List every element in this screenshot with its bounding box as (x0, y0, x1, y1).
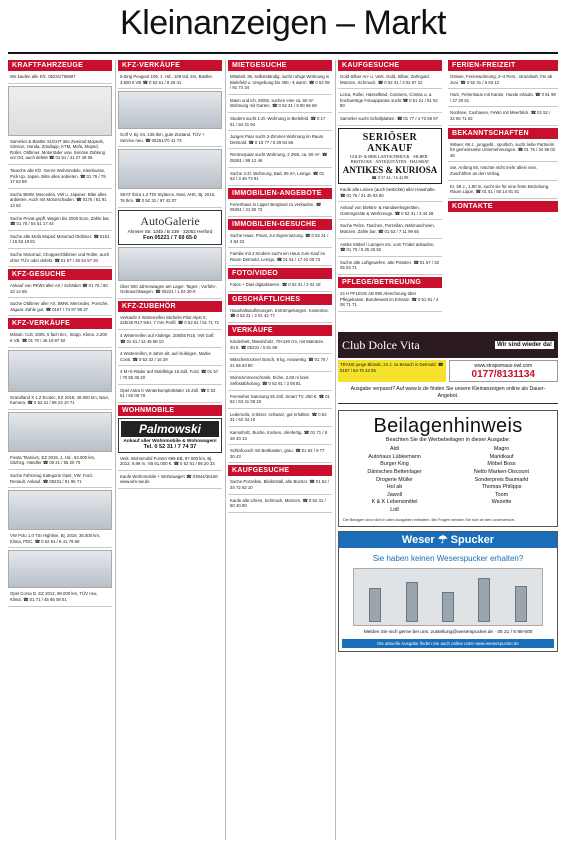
beilage-item: Autohaus Lübkemann (368, 453, 421, 460)
autogalerie-phone: Fon 05221 / 7 69 65-0 (143, 234, 197, 241)
ad-listing[interactable]: Verkaufe 4 Winterreifen Michelin Pilot Alpin 5, 225/45 R17 94H, 7 mm Profil. ☎ 0 52 61 / 61 71 71 (118, 314, 222, 330)
ad-listing[interactable]: Opel Astra K Winterkompletträder 16 Zoll. ☎ 0 52 61 / 60 05 79 (118, 387, 222, 403)
palmowski-ad[interactable] (118, 418, 222, 453)
ad-listing[interactable]: Fotos + Dias digitalisieren. ☎ 0 52 31 / 3 02 18 (228, 281, 332, 292)
beilage-item (450, 507, 553, 515)
ad-listing[interactable]: Mittelalt. 36, selbstständig, sucht ruhige Wohnung in Bielefeld u. Umgebung bis 450,- € warm. ☎ 0 52 08 / 91 74 34 (228, 73, 332, 95)
ankauf-title: SERIÖSER ANKAUF (362, 131, 418, 154)
beilagen-title: Beilagenhinweis (373, 415, 523, 438)
beilage-item: Drogerie Müller (376, 476, 413, 483)
ad-listing[interactable]: Haushaltsauflösungen, Entrümpelungen. Kostenlos. ☎ 0 52 31 / 2 01 42 77 (228, 307, 332, 323)
section-header-pflege-betreuung: PFLEGE/BETREUUNG (338, 277, 442, 288)
section-header-bekanntschaften: BEKANNTSCHAFTEN (448, 128, 558, 139)
ad-listing[interactable]: 5-türig Peugeot 106, 1. Hd., 109 tsd. km, Bastler. 3.500 € VB ☎ 0 52 61 / 8 26 41 (118, 73, 222, 89)
ad-listing[interactable]: 4 Winterreifen auf Alufelge, 205/55 R16, VW Golf. ☎ 01 51 / 12 45 98 10 (118, 332, 222, 348)
section-header-immobilien-angebote: IMMOBILIEN-ANGEBOTE (228, 188, 332, 199)
ad-listing[interactable]: Suche Haus, Privat, zur Eigennutzung. ☎ 0 52 31 / 4 84 22 (228, 232, 332, 248)
ad-listing[interactable]: Schlafcouch mit Bettkasten, grau. ☎ 01 62 / 9 77 30 43 (228, 447, 332, 463)
ankauf-phone: ☎ 0 57 44 / 16 42 88 (371, 174, 409, 180)
section-header-mietgesuche: MIETGESUCHE (228, 60, 332, 71)
section-header-geschaeftliches: GESCHÄFTLICHES (228, 294, 332, 305)
beilage-item: Burger King (380, 461, 409, 468)
beilage-item: Wezette (491, 499, 512, 506)
section-header-kfz-gesuche: KFZ-GESUCHE (8, 269, 112, 280)
section-header-kfz-verkaeufe: KFZ-VERKÄUFE (118, 60, 222, 71)
ad-listing[interactable]: Fiesta Titanium, EZ 2015, 1. Hd., 63.000 km, Sitzhzg. Händler ☎ 05 21 / 55 20 70 (8, 454, 112, 470)
weserspucker-contact: Melden Sie sich gerne bei uns: zustellung@weserspucker.de · 05 21 / 5 86-600 (363, 630, 533, 636)
ad-listing[interactable]: SEAT Ibiza 1.2 TDI Stylance, Navi, AHK, Bj. 2016, 76 tkm. ☎ 0 52 31 / 97 42 07 (118, 191, 222, 207)
ad-listing[interactable]: Junges Paar sucht 3-Zimmer-Wohnung im Raum Detmold. ☎ 0 15 77 / 6 29 84 56 (228, 133, 332, 149)
weserspucker-question: Sie haben keinen Weserspucker erhalten? (372, 554, 524, 564)
beilage-item: Aldi (390, 446, 399, 453)
car-photo (8, 550, 112, 588)
beilage-item: Hol ab (386, 484, 403, 491)
trans-contact-ad[interactable]: TRANS junge Blonde, 24 J. zu Besuch in Detmold. ☎ 0157 / 64 70 42 05 (338, 360, 446, 382)
online-notice: Ausgabe verpasst? Auf www.lz.de finden Sie unsere Kleinanzeigen online als Dauer-Angebot. (338, 382, 558, 404)
column-1 (8, 60, 112, 840)
ad-listing[interactable]: Mann und ich, 60/55, suchen eine ca. 60 m² Wohnung mit Garten. ☎ 0 52 31 / 9 80 66 68 (228, 97, 332, 113)
beilage-item: Lidl (390, 506, 399, 513)
page-title: Kleinanzeigen – Markt (120, 4, 446, 42)
ad-listing[interactable]: Verk. Wohnmobil Forster 699 EB, 97.000 km, Bj. 2013, 6,99 m. VB 61.000 €. ☎ 0 52 61 / 86 20 33 (118, 455, 222, 471)
ad-listing[interactable]: Er, 58 J., 1,80 m, sucht sie für eine feste Beziehung. Raum Lippe. ☎ 01 51 / 50 14 91 81 (448, 183, 558, 199)
club-name: Club Dolce Vita (342, 337, 420, 352)
ad-listing[interactable]: Kaufe alte Uhren, Schmuck, Münzen. ☎ 0 52 31 / 50 40 80 (228, 497, 332, 513)
moped-photo (8, 86, 112, 136)
ad-listing[interactable]: Grandland X 1.2 Ecotec, EZ 2018, 48.000 km, Navi, Kamera. ☎ 0 52 31 / 96 23 10 71 (8, 394, 112, 410)
ad-listing[interactable]: Nordsee, Cuxhaven, FeWo mit Meerblick. ☎ 01 52 / 34 66 71 02 (448, 109, 558, 125)
strapsmaus-ad[interactable] (449, 360, 559, 382)
beilage-item: Sonderpreis Baumarkt (474, 476, 529, 483)
ankauf-headline: ANTIKES & KURIOSA (342, 164, 438, 175)
autogalerie-logo: AutoGalerie (140, 213, 200, 228)
beilagen-subtitle: Beachten Sie die Werbebeilagen in dieser Ausgabe: (385, 437, 511, 444)
ad-listing[interactable]: Golf V, Bj. 04, 136 tkm, gute Zustand, TÜV + Service neu. ☎ 05261/70 41 73 (118, 131, 222, 147)
palmowski-slogan: Ankauf aller Wohnmobile & Wohnwagen! (123, 438, 217, 444)
car-photo (118, 149, 222, 189)
ad-listing[interactable]: Fernseher Samsung 55 Zoll, Smart TV. 250 €. ☎ 01 52 / 53 41 08 19 (228, 393, 332, 409)
ad-listing[interactable]: Familie mit 2 Kindern sucht ein Haus zum Kauf im Raum Detmold, Lemgo. ☎ 01 51 / 17 42 00 73 (228, 250, 332, 266)
beilage-item: Netto Marken-Discount (473, 468, 530, 475)
ad-listing[interactable]: Sammler & Bastler SUCHT alte Zweirad Mopeds, Simson, Honda, Zündapp, KTM, Mofa, Moped, Roller, Oldtimer, Motorräder usw. Seriöse Zahlung vor Ort, auch defekt ☎ 01 51 / 41 27 48 06 (8, 138, 112, 165)
section-header-kfz-zubehoer: KFZ-ZUBEHÖR (118, 301, 222, 312)
ad-listing[interactable]: Antike Möbel / Lampen etc. vom Trödel ankaufen. ☎ 01 70 / 5 25 26 92 (338, 241, 442, 257)
ad-listing[interactable]: Mitsub. Colt, 2005, 6 fach ber., Stopp, Klima. 2.200 € VB. ☎ 01 70 / 45 19 87 92 (8, 331, 112, 347)
autogalerie-ad[interactable] (118, 210, 222, 245)
mailboxes-illustration (353, 568, 543, 626)
section-header-kfz-verkaeufe: KFZ-VERKÄUFE (8, 318, 112, 329)
ad-listing[interactable]: Suche Fahrzeug Kategorie Opel, VW, Ford, Renault. Ankauf. ☎ 05231 / 91 95 71 (8, 472, 112, 488)
beilagen-note: Die Beilagen sind nicht in allen Ausgaben enthalten. Bei Fragen wenden Sie sich an den Leserservice. (343, 517, 516, 522)
beilagenhinweis-box (338, 410, 558, 527)
section-header-wohnmobile: WOHNMOBILE (118, 405, 222, 416)
beilage-item: Marktkauf (489, 453, 514, 460)
ad-listing[interactable]: Suche Pelze, Taschen, Porzellan, Nähmaschinen, Münzen. Zahle bar. ☎ 01 63 / 7 11 99 65 (338, 222, 442, 238)
ad-listing[interactable]: Suche Oldtimer aller Art, BMW, Mercedes, Porsche, Jaguar. Zahle gut. ☎ 0157 / 74 97 98 37 (8, 300, 112, 316)
ad-listing[interactable]: Tausche alle Kfz. Gerne Wohnmobile, Kleinbusse, Pick Up, Japan. Bitte alles anbieten. ☎ 01 76 / 79 17 53 69 (8, 167, 112, 189)
ad-listing[interactable]: Leica, Rollei, Hasselblad, Contarex, Contax u. a. hochwertige Fotoapparate sucht ☎ 0 51 21 / 51 52 80 (338, 91, 442, 113)
ad-listing[interactable]: Rentnerpaar sucht Wohnung, 2 ZKB, ca. 60 m². ☎ 05261 / 89 12 46 (228, 151, 332, 167)
weserspucker-ad[interactable] (338, 531, 558, 652)
ad-listing[interactable]: Über 500 Jahreswagen am Lager. Tages-, Vorführ-, Gebrauchtwagen. ☎ 05221 / 1 53 30-0 (118, 283, 222, 299)
car-photo (118, 91, 222, 129)
ad-listing[interactable]: VW Polo 1.0 TSI Highline, Bj. 2019, 35.000 km, Klima, PDC. ☎ 0 52 61 / 9 41 79 69 (8, 532, 112, 548)
car-photo (8, 350, 112, 392)
masthead (0, 0, 566, 52)
ad-listing[interactable]: Suche BMW, Mercedes, VW u. Japaner. Bitte alles anbieten. Auch mit Motorschaden. ☎ 0176 / 81 91 13 52 (8, 191, 112, 213)
autogalerie-address: Ahmser Str. 134b / B 239 · 32052 Herford (127, 228, 213, 234)
club-slogan: Wir sind wieder da! (497, 342, 552, 348)
ad-listing[interactable]: Harz, Ferienhaus mit Kamin, Hunde erlaubt. ☎ 0 51 90 / 27 20 61 (448, 91, 558, 107)
beilage-item: K & K Lebensmittel (371, 499, 418, 506)
beilagen-list (343, 446, 553, 514)
club-dolce-vita-ad[interactable] (338, 332, 558, 358)
section-header-verkaeufe: VERKÄUFE (228, 325, 332, 336)
ad-listing[interactable]: Ankauf von PKWs aller Art / Schäden ☎ 01 76 / 80 33 14 68 (8, 282, 112, 298)
weserspucker-logo: Weser ☂ Spucker (339, 532, 557, 548)
section-header-ferien-freizeit: FERIEN-FREIZEIT (448, 60, 558, 71)
beilage-item: Dänisches Bettenlager (367, 468, 422, 475)
ad-listing[interactable]: Kaminholz, Buche, trocken, ofenfertig. ☎ 01 71 / 8 28 40 13 (228, 429, 332, 445)
bottom-right-block (338, 330, 558, 652)
ad-listing[interactable]: Sie, Anfang 60, möchte nicht mehr allein sein. Zuschriften an den Verlag. (448, 164, 558, 180)
ad-listing[interactable]: Ferienhaus in Lipper Bergland zu verkaufen. ☎ 05261 / 21 50 73 (228, 201, 332, 217)
ad-listing[interactable]: Sammler sucht Schallplatten. ☎ 01 77 / 4 73 68 57 (338, 115, 442, 126)
ad-listing[interactable]: Opel Corsa D, EZ 2012, 98.000 km, TÜV neu, Klima. ☎ 01 71 / 45 85 08 01 (8, 590, 112, 606)
ad-listing[interactable]: Wohnzimmerschrank, Eiche, 2,60 m breit. Selbstabholung. ☎ 0 52 61 / 3 08 81 (228, 374, 332, 390)
ad-listing[interactable]: Gold-Silber An- u. Verk. Gold, Silber, Zahngold, Münzen, Schmuck. ☎ 0 52 31 / 3 02 57 22 (338, 73, 442, 89)
beilage-item: Jawoll (387, 491, 402, 498)
beilage-item: Magro (493, 446, 510, 453)
column-divider (225, 60, 226, 840)
strapsmaus-phone: 0177/8131134 (471, 369, 535, 380)
car-photo (8, 412, 112, 452)
ad-listing[interactable]: Ledersofa, 3-Sitzer, schwarz, gut erhalten. ☎ 0 52 31 / 62 34 10 (228, 411, 332, 427)
section-header-immobilien-gesuche: IMMOBILIEN-GESUCHE (228, 219, 332, 230)
serioeser-ankauf-ad[interactable] (338, 128, 442, 185)
ad-listing[interactable]: Suche Motorrad, Chopper/Oldtimer und Roller, auch ohne TÜV oder defekt. ☎ 01 57 / 30 54 57 20 (8, 251, 112, 267)
beilage-item: Thomas Philipps (481, 484, 522, 491)
ad-listing[interactable]: Wir kaufen alle Kfz. 05231/766697 (8, 73, 112, 84)
section-header-kraftfahrzeuge: KRAFTFAHRZEUGE (8, 60, 112, 71)
ankauf-subtitle: GOLD- & BRILLANTSCHMUCK · SILBER · BESTECKE · ANTIQUITÄTEN · HAUSRAT (349, 153, 431, 165)
strapsmaus-url: www.strapsmaus-owl.com (474, 363, 533, 369)
ad-listing[interactable]: Kaufe alle Leinen (auch bestickte) aller Haushalte. ☎ 01 75 / 21 45 83 80 (338, 186, 442, 202)
ad-listing[interactable]: 24 H PFLEGE AB 890 Abrechnung über Pflegekasse. Bundesweit im Einsatz. ☎ 0 51 91 / 4 08 71 71 (338, 290, 442, 312)
beilage-item: Toom (494, 491, 509, 498)
section-header-kaufgesuche: KAUFGESUCHE (338, 60, 442, 71)
weserspucker-footer[interactable]: Die aktuelle Ausgabe finden Sie auch online unter www.weserspucker.de (342, 639, 554, 648)
ad-listing[interactable]: Wäschetrockner Bosch, 8 kg, neuwertig. ☎ 01 76 / 21 55 63 80 (228, 356, 332, 372)
section-header-kaufgesuche: KAUFGESUCHE (228, 465, 332, 476)
palmowski-logo: Palmowski (121, 421, 219, 437)
column-divider (115, 60, 116, 840)
ad-listing[interactable]: Suche Porzellan, Bleikristall, alte Bücher. ☎ 01 52 / 34 72 82 10 (228, 478, 332, 494)
car-photo (8, 490, 112, 530)
ad-listing[interactable]: Student sucht 1-Zi.-Wohnung in Bielefeld. ☎ 0 17 61 / 84 21 94 (228, 115, 332, 131)
ad-listing[interactable]: Suche alte Luftgewehre, alte Pistolen. ☎ 01 57 / 32 05 03 71 (338, 259, 442, 275)
ad-listing[interactable]: Kinderbett, Massivholz, 70×140 cm, mit Matratze. 40 €. ☎ 05231 / 5 81 89 (228, 338, 332, 354)
section-header-foto-video: FOTO/VIDEO (228, 268, 332, 279)
ad-listing[interactable]: Ankauf von Elektro- & Handwerksgeräten, Gartengeräte & Werkzeuge. ☎ 0 52 31 / 3 44 28 (338, 204, 442, 220)
column-3 (228, 60, 332, 840)
ad-listing[interactable]: Suche alte Mofa Moped Motorrad Oldtimer. ☎ 0151 / 15 53 19 81 (8, 233, 112, 249)
palmowski-phone: Tel. 0 52 31 / 7 74 37 (143, 443, 197, 450)
ad-listing[interactable]: Suche 3-Zi. Wohnung, Bad, 85 m², Lemgo. ☎ 01 62 / 3 46 73 91 (228, 170, 332, 186)
column-divider (335, 60, 336, 840)
ad-listing[interactable]: Witwer, 68 J., junggebl., sportlich, sucht liebe Partnerin für gemeinsame Unternehmungen. ☎ 01 76 / 34 56 02 46 (448, 141, 558, 163)
column-2 (118, 60, 222, 840)
ad-listing[interactable]: Suche Privat gepfl. Wagen bis 2000 Euro, Zahle bar. ☎ 01 75 / 54 51 17 44 (8, 215, 112, 231)
section-header-kontakte: KONTAKTE (448, 201, 558, 212)
masthead-rule (8, 52, 558, 54)
ad-listing[interactable]: 4 Winterreifen, 6 Jahre alt, auf Alufelgen, Marke Conti. ☎ 0 52 32 / 16 29 (118, 350, 222, 366)
car-photo (118, 247, 222, 281)
ad-listing[interactable]: 4 M+S-Räder auf Stahlfelge 16 Zoll, Ford. ☎ 01 57 / 70 55 36 20 (118, 368, 222, 384)
beilage-item: Möbel Boss (487, 461, 516, 468)
ad-listing[interactable]: Ostsee, Ferienwohnung, 2–4 Pers., strandnah, frei ab Juni. ☎ 0 52 31 / 5 63 12 (448, 73, 558, 89)
ad-listing[interactable]: Kaufe Wohnmobile + Wohnwagen ☎ 03944/36160 www.wm-aw.de (118, 473, 222, 489)
